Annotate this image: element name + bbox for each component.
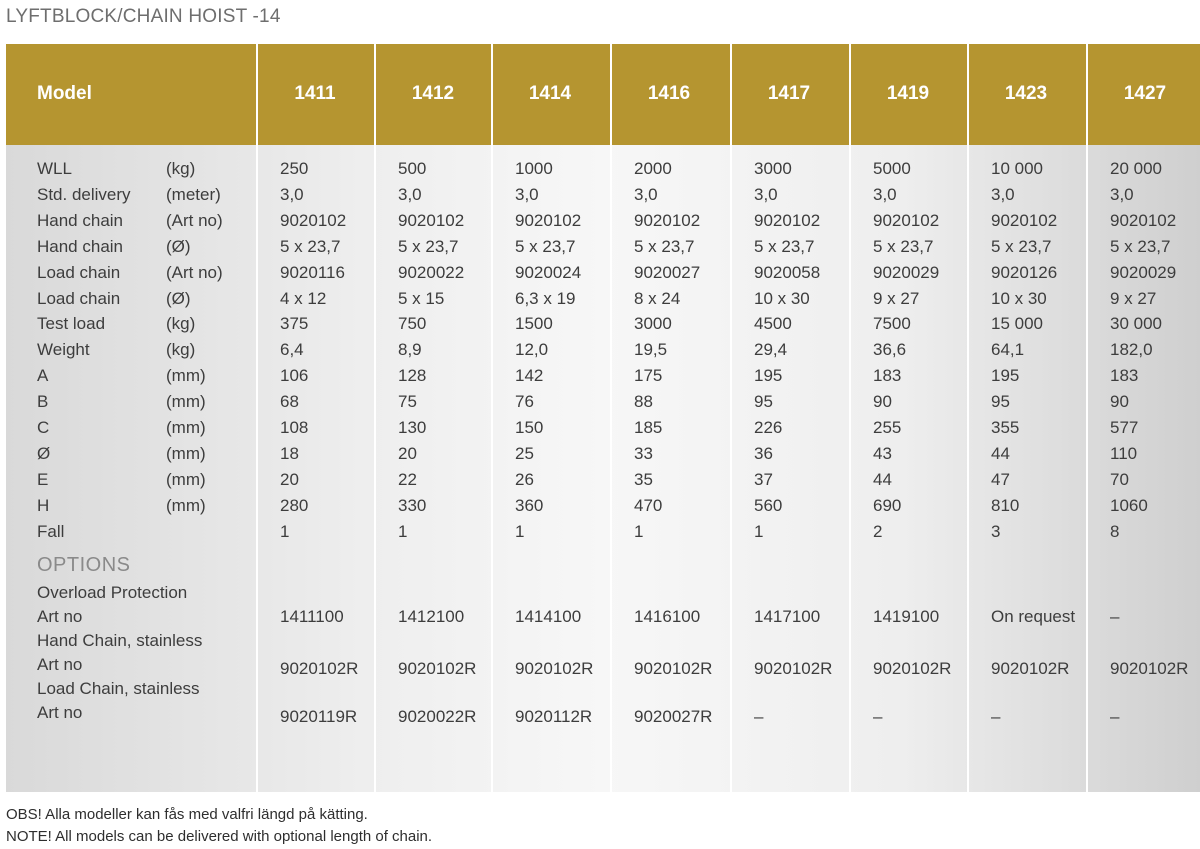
- spec-value: 3,0: [1110, 184, 1134, 204]
- spec-value: 9020024: [515, 262, 582, 282]
- spec-value: 577: [1110, 418, 1139, 437]
- spec-value: 9020027: [634, 262, 701, 282]
- spec-value: 1: [754, 521, 764, 541]
- spec-value: 9 x 27: [873, 288, 920, 308]
- spec-value: 37: [754, 469, 773, 489]
- spec-value: 7500: [873, 314, 911, 334]
- spec-value: 4 x 12: [280, 288, 327, 308]
- spec-value: 6,3 x 19: [515, 288, 576, 308]
- spec-value: 95: [754, 392, 773, 412]
- model-number-1423: 1423: [1004, 83, 1048, 104]
- spec-value: 750: [398, 314, 427, 334]
- spec-value: 15 000: [991, 314, 1043, 334]
- spec-value: 1500: [515, 314, 553, 334]
- option-value: 1416100: [634, 607, 701, 626]
- spec-value: 226: [754, 418, 783, 437]
- spec-unit: (Art no): [166, 210, 223, 230]
- option-value: 1411100: [280, 607, 344, 626]
- option-value: 9020102R: [398, 659, 477, 678]
- column-divider: [1086, 44, 1088, 792]
- spec-value: 1: [398, 521, 408, 541]
- spec-value: 195: [754, 366, 783, 386]
- spec-value: 9020102: [634, 210, 701, 230]
- spec-value: 9020102: [873, 210, 940, 230]
- spec-value: 12,0: [515, 340, 549, 360]
- spec-value: 26: [515, 469, 534, 489]
- spec-label: WLL: [37, 159, 72, 178]
- spec-value: 75: [398, 392, 417, 412]
- spec-value: 355: [991, 418, 1020, 437]
- option-name: Hand Chain, stainless: [37, 631, 203, 650]
- spec-value: 5 x 23,7: [1110, 236, 1171, 256]
- spec-value: 20 000: [1110, 159, 1162, 178]
- spec-unit: (mm): [166, 392, 206, 412]
- note-swedish: OBS! Alla modeller kan fås med valfri längd på kätting.: [6, 806, 368, 823]
- spec-value: 3,0: [280, 184, 304, 204]
- spec-value: 183: [1110, 366, 1139, 386]
- model-header: Model: [37, 83, 92, 104]
- option-sub-label: Art no: [37, 703, 83, 722]
- spec-value: 183: [873, 366, 902, 386]
- spec-value: 90: [1110, 392, 1129, 412]
- column-divider: [967, 44, 969, 792]
- spec-value: 5000: [873, 159, 911, 178]
- spec-value: 5 x 23,7: [515, 236, 576, 256]
- option-value: 9020102R: [634, 659, 713, 678]
- spec-unit: (kg): [166, 159, 196, 178]
- column-divider: [610, 44, 612, 792]
- spec-value: 10 x 30: [754, 288, 810, 308]
- spec-value: 3,0: [634, 184, 658, 204]
- spec-unit: (kg): [166, 314, 196, 334]
- spec-value: 106: [280, 366, 309, 386]
- model-number-1417: 1417: [767, 83, 811, 104]
- spec-label: Hand chain: [37, 210, 124, 230]
- spec-label: Hand chain: [37, 236, 124, 256]
- spec-value: 8 x 24: [634, 288, 681, 308]
- spec-value: 5 x 23,7: [873, 236, 934, 256]
- spec-label: Fall: [37, 521, 65, 541]
- spec-value: 360: [515, 495, 544, 515]
- spec-value: 70: [1110, 469, 1129, 489]
- spec-value: 95: [991, 392, 1010, 412]
- spec-value: 3,0: [873, 184, 897, 204]
- option-value: 9020022R: [398, 707, 477, 726]
- spec-value: 810: [991, 495, 1020, 515]
- spec-value: 20: [280, 469, 299, 489]
- spec-value: 35: [634, 469, 653, 489]
- spec-value: 8,9: [398, 340, 422, 360]
- option-value: 9020112R: [515, 707, 593, 726]
- option-value: –: [991, 707, 1001, 726]
- spec-value: 150: [515, 418, 544, 437]
- spec-value: 1000: [515, 159, 553, 178]
- option-value: 9020027R: [634, 707, 713, 726]
- model-number-1412: 1412: [411, 83, 455, 104]
- spec-value: 9020029: [873, 262, 940, 282]
- spec-value: 1: [515, 521, 525, 541]
- spec-unit: (mm): [166, 495, 206, 515]
- spec-value: 9020102: [398, 210, 465, 230]
- spec-value: 1060: [1110, 495, 1148, 515]
- spec-value: 5 x 23,7: [991, 236, 1052, 256]
- option-value: 9020119R: [280, 707, 358, 726]
- option-sub-label: Art no: [37, 607, 83, 626]
- spec-label: Std. delivery: [37, 184, 131, 204]
- column-divider: [491, 44, 493, 792]
- spec-table: [6, 44, 1200, 792]
- spec-value: 182,0: [1110, 340, 1153, 360]
- option-value: 9020102R: [991, 659, 1070, 678]
- option-value: 1419100: [873, 607, 940, 626]
- option-value: 9020102R: [280, 659, 359, 678]
- spec-value: 250: [280, 159, 309, 178]
- spec-value: 88: [634, 392, 653, 412]
- spec-value: 5 x 23,7: [280, 236, 341, 256]
- spec-value: 130: [398, 418, 427, 437]
- spec-value: 9020102: [1110, 210, 1177, 230]
- option-sub-label: Art no: [37, 655, 83, 674]
- spec-label: Test load: [37, 314, 106, 334]
- spec-value: 3,0: [754, 184, 778, 204]
- model-number-1411: 1411: [294, 83, 336, 104]
- spec-value: 6,4: [280, 340, 304, 360]
- model-number-1427: 1427: [1123, 83, 1167, 104]
- spec-value: 19,5: [634, 340, 668, 360]
- spec-label: A: [37, 366, 49, 386]
- spec-value: 9 x 27: [1110, 288, 1157, 308]
- spec-value: 5 x 23,7: [634, 236, 695, 256]
- option-value: –: [754, 707, 764, 726]
- spec-value: 3,0: [991, 184, 1015, 204]
- spec-label: Ø: [37, 443, 51, 463]
- spec-value: 5 x 23,7: [754, 236, 815, 256]
- model-number-1414: 1414: [528, 83, 572, 104]
- option-value: 9020102R: [754, 659, 833, 678]
- spec-value: 10 000: [991, 159, 1043, 178]
- spec-value: 108: [280, 418, 309, 437]
- spec-value: 30 000: [1110, 314, 1162, 334]
- spec-value: 195: [991, 366, 1020, 386]
- spec-value: 9020022: [398, 262, 465, 282]
- spec-unit: (kg): [166, 340, 196, 360]
- spec-label: Load chain: [37, 262, 121, 282]
- option-name: Overload Protection: [37, 583, 188, 602]
- spec-value: 1: [280, 521, 290, 541]
- spec-value: 20: [398, 443, 417, 463]
- model-number-1419: 1419: [886, 83, 930, 104]
- spec-label: E: [37, 469, 49, 489]
- option-value: 9020102R: [515, 659, 594, 678]
- option-value: 9020102R: [1110, 659, 1189, 678]
- option-value: 1414100: [515, 607, 582, 626]
- spec-unit: (mm): [166, 469, 206, 489]
- spec-value: 4500: [754, 314, 792, 334]
- spec-value: 5 x 23,7: [398, 236, 459, 256]
- spec-label: C: [37, 418, 50, 437]
- spec-unit: (mm): [166, 418, 206, 437]
- option-value: –: [873, 707, 883, 726]
- spec-value: 9020029: [1110, 262, 1177, 282]
- spec-value: 90: [873, 392, 892, 412]
- spec-value: 64,1: [991, 340, 1025, 360]
- spec-value: 255: [873, 418, 902, 437]
- spec-value: 9020126: [991, 262, 1058, 282]
- spec-value: 44: [991, 443, 1010, 463]
- spec-value: 2: [873, 521, 883, 541]
- spec-unit: (Ø): [166, 288, 191, 308]
- spec-value: 2000: [634, 159, 672, 178]
- spec-value: 9020102: [280, 210, 347, 230]
- spec-value: 76: [515, 392, 534, 412]
- spec-value: 9020058: [754, 262, 821, 282]
- option-value: 9020102R: [873, 659, 952, 678]
- spec-label: Weight: [37, 340, 90, 360]
- spec-value: 110: [1110, 443, 1138, 463]
- spec-unit: (Art no): [166, 262, 223, 282]
- spec-value: 8: [1110, 521, 1120, 541]
- option-name: Load Chain, stainless: [37, 679, 200, 698]
- spec-value: 43: [873, 443, 892, 463]
- spec-value: 470: [634, 495, 663, 515]
- spec-value: 3,0: [515, 184, 539, 204]
- spec-label: H: [37, 495, 50, 515]
- spec-value: 3000: [754, 159, 792, 178]
- spec-value: 142: [515, 366, 544, 386]
- spec-unit: (mm): [166, 443, 206, 463]
- option-value: On request: [991, 607, 1076, 626]
- option-value: –: [1110, 707, 1120, 726]
- spec-unit: (Ø): [166, 236, 191, 256]
- spec-value: 128: [398, 366, 427, 386]
- spec-unit: (meter): [166, 184, 221, 204]
- spec-value: 22: [398, 469, 417, 489]
- spec-value: 47: [991, 469, 1010, 489]
- spec-value: 10 x 30: [991, 288, 1047, 308]
- spec-value: 9020102: [515, 210, 582, 230]
- spec-value: 9020116: [280, 262, 345, 282]
- spec-value: 560: [754, 495, 783, 515]
- spec-value: 36: [754, 443, 773, 463]
- option-value: –: [1110, 607, 1120, 626]
- spec-unit: (mm): [166, 366, 206, 386]
- option-value: 1412100: [398, 607, 465, 626]
- spec-label: B: [37, 392, 49, 412]
- page-title: LYFTBLOCK/CHAIN HOIST -14: [6, 6, 281, 27]
- spec-value: 175: [634, 366, 663, 386]
- spec-value: 29,4: [754, 340, 788, 360]
- spec-label: Load chain: [37, 288, 121, 308]
- spec-value: 185: [634, 418, 663, 437]
- column-divider: [256, 44, 258, 792]
- footnotes: [6, 804, 432, 848]
- spec-value: 3: [991, 521, 1001, 541]
- spec-value: 1: [634, 521, 644, 541]
- spec-value: 33: [634, 443, 653, 463]
- spec-value: 9020102: [754, 210, 821, 230]
- spec-value: 280: [280, 495, 309, 515]
- column-divider: [374, 44, 376, 792]
- spec-value: 36,6: [873, 340, 907, 360]
- spec-value: 3000: [634, 314, 672, 334]
- note-english: NOTE! All models can be delivered with optional length of chain.: [6, 828, 433, 845]
- spec-value: 9020102: [991, 210, 1058, 230]
- spec-value: 18: [280, 443, 299, 463]
- option-value: 1417100: [754, 607, 821, 626]
- spec-value: 5 x 15: [398, 288, 445, 308]
- spec-value: 68: [280, 392, 299, 412]
- model-number-1416: 1416: [647, 83, 691, 104]
- spec-value: 3,0: [398, 184, 422, 204]
- spec-value: 44: [873, 469, 892, 489]
- options-heading: OPTIONS: [37, 554, 131, 576]
- spec-value: 375: [280, 314, 309, 334]
- spec-value: 330: [398, 495, 427, 515]
- spec-value: 25: [515, 443, 534, 463]
- spec-value: 690: [873, 495, 902, 515]
- spec-value: 500: [398, 159, 427, 178]
- column-divider: [849, 44, 851, 792]
- column-divider: [730, 44, 732, 792]
